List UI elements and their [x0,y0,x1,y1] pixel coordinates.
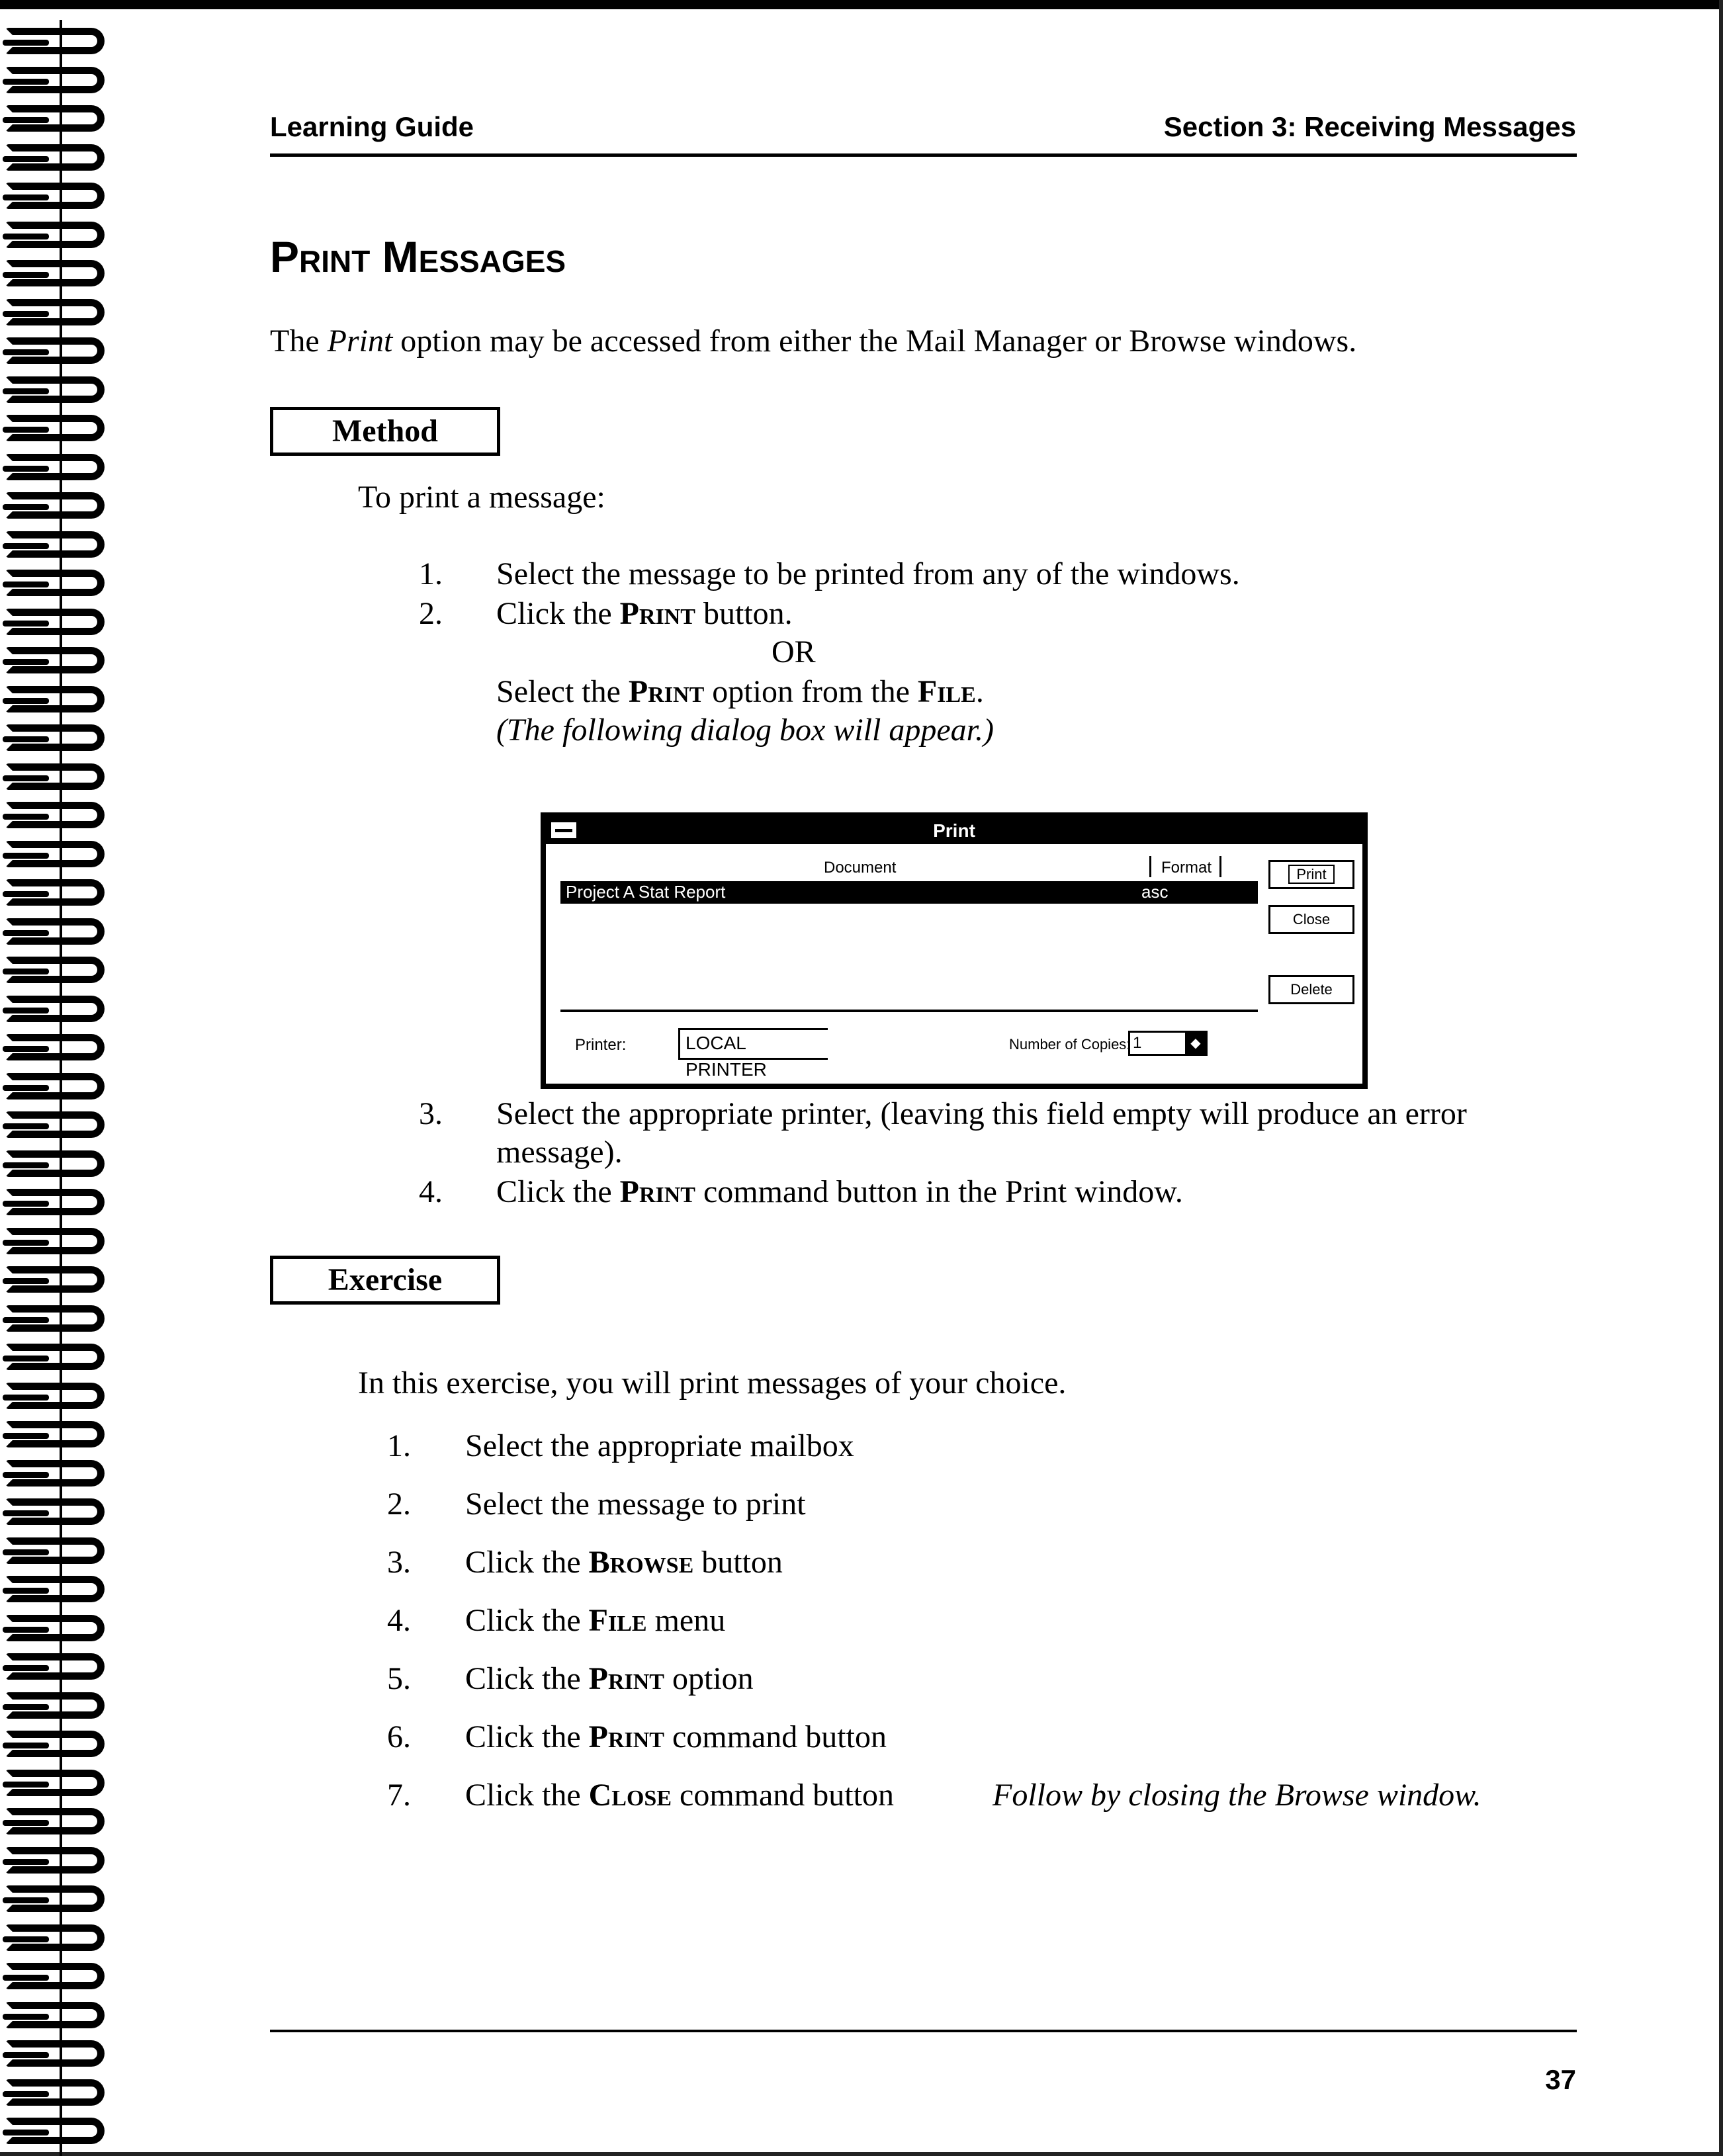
row-format: asc [1141,882,1169,902]
coil-tick [3,1936,49,1942]
intro-before: The [270,323,328,359]
binding-coil [0,1537,119,1567]
coil-tick [3,736,49,742]
dialog-title: Print [933,820,975,841]
header-right: Section 3: Receiving Messages [1163,111,1576,142]
binding-coil [0,1924,119,1954]
binding-coil [0,570,119,599]
copies-label: Number of Copies: [1009,1036,1131,1053]
binding-coil [0,1383,119,1412]
binding-coil [0,1034,119,1063]
coil-tick [3,466,49,472]
exercise-step-text [465,1777,894,1813]
binding-coil [0,1576,119,1605]
binding-coil [0,1111,119,1141]
binding-coil [0,1305,119,1334]
copies-input[interactable]: 1 [1128,1031,1208,1056]
exercise-step-before: Select the appropriate mailbox [465,1428,854,1463]
coil-tick [3,1588,49,1594]
coil-tick [3,1201,49,1207]
method-step-3-number: 3. [419,1096,443,1131]
intro-after: option may be accessed from either the Mail Manager or Browse windows. [392,323,1357,359]
intro-paragraph [270,323,1356,359]
binding-coil [0,1653,119,1682]
binding-coil [0,415,119,444]
exercise-step-number: 7. [387,1778,411,1813]
binding-coil [0,1344,119,1373]
exercise-step-number: 6. [387,1719,411,1754]
method-step-2-keyword: Print [619,596,695,631]
coil-tick [3,1240,49,1246]
exercise-step-after: command button [672,1778,894,1813]
page-number: 37 [1545,2064,1576,2095]
binding-coil [0,609,119,638]
method-alt-keyword-2: File [917,674,976,709]
coil-tick [3,659,49,665]
exercise-step-keyword: Print [588,1719,664,1754]
coil-tick [3,1085,49,1091]
method-heading: Method [270,407,500,456]
coil-tick [3,1897,49,1903]
spin-arrows-icon[interactable]: ◆ [1185,1032,1206,1055]
page-top-edge [0,0,1723,9]
binding-coil [0,1770,119,1799]
binding-coil [0,2002,119,2031]
coil-tick [3,79,49,85]
binding-coil [0,1731,119,1760]
exercise-step-keyword: Browse [588,1545,694,1580]
binding-coil [0,802,119,831]
coil-tick [3,1046,49,1052]
exercise-step-text [465,1602,725,1639]
exercise-heading: Exercise [270,1256,500,1305]
exercise-step-before: Click the [465,1661,589,1696]
page-right-edge [1719,0,1723,2156]
method-step-1-number: 1. [419,556,443,591]
coil-tick [3,775,49,781]
header-left: Learning Guide [270,111,474,142]
document-list-row-selected[interactable] [560,881,1258,904]
print-button[interactable] [1268,860,1354,889]
exercise-step-keyword: Print [588,1661,664,1696]
coil-tick [3,1549,49,1555]
coil-tick [3,1510,49,1516]
method-dialog-note: (The following dialog box will appear.) [496,712,994,748]
exercise-step-text [465,1428,854,1464]
exercise-step-after: menu [646,1603,726,1638]
binding-coil [0,763,119,793]
binding-coil [0,1073,119,1102]
intro-emphasis: Print [327,323,393,359]
print-dialog [541,812,1368,1089]
exercise-step-number: 5. [387,1661,411,1696]
coil-tick [3,1433,49,1439]
method-step-2-text [496,595,793,632]
dialog-titlebar [546,818,1362,844]
binding-coil [0,105,119,134]
coil-tick [3,1472,49,1478]
exercise-step-text [465,1544,783,1580]
binding-coil [0,183,119,212]
coil-tick [3,2014,49,2020]
binding-coil [0,1963,119,1992]
printer-input[interactable]: LOCAL PRINTER [678,1028,828,1060]
method-step-1-text: Select the message to be printed from any of the windows. [496,556,1240,591]
binding-coil [0,1498,119,1528]
coil-tick [3,1627,49,1633]
binding-coil [0,28,119,57]
coil-tick [3,1782,49,1788]
method-alt-after: . [975,674,984,709]
coil-tick [3,1356,49,1361]
list-bottom-rule [560,1010,1258,1012]
page-bottom-edge [0,2152,1723,2156]
exercise-step-text [465,1486,806,1522]
coil-tick [3,891,49,897]
coil-tick [3,543,49,549]
method-step-2-number: 2. [419,596,443,631]
method-step-3-line-2: message). [496,1135,623,1170]
method-step-4-number: 4. [419,1174,443,1209]
binding-coil [0,996,119,1025]
coil-tick [3,1743,49,1748]
coil-tick [3,117,49,123]
binding-coil [0,260,119,289]
binding-coil [0,222,119,251]
binding-coil [0,337,119,367]
coil-tick [3,2052,49,2058]
binding-coil [0,1847,119,1876]
binding-coil [0,376,119,406]
exercise-step-number: 2. [387,1487,411,1522]
coil-tick [3,156,49,162]
binding-coil [0,1421,119,1450]
binding-coil [0,1885,119,1915]
binding-coil [0,686,119,715]
method-step-3-line-1: Select the appropriate printer, (leaving this field empty will produce an error [496,1096,1467,1131]
coil-tick [3,1162,49,1168]
column-separator [1219,856,1221,877]
exercise-step-keyword: File [588,1603,647,1638]
binding-coil [0,1228,119,1257]
coil-tick [3,40,49,46]
binding-coil [0,144,119,173]
header-rule [270,153,1577,157]
coil-tick [3,853,49,859]
coil-tick [3,1665,49,1671]
method-alt-keyword: Print [628,674,705,709]
column-separator [1149,856,1151,877]
binding-coil [0,299,119,328]
binding-coil [0,1808,119,1837]
binding-coil [0,2079,119,2108]
method-step-2-after: button. [695,596,793,631]
binding-coil [0,67,119,96]
coil-tick [3,1317,49,1323]
coil-tick [3,2130,49,2135]
column-header-format[interactable]: Format [1161,859,1212,877]
exercise-step-keyword: Close [588,1778,672,1813]
exercise-step-text [465,1719,887,1755]
exercise-note: Follow by closing the Browse window. [993,1778,1481,1813]
method-alt-text [496,673,984,710]
coil-tick [3,1008,49,1013]
exercise-step-before: Click the [465,1603,589,1638]
method-step-4-before: Click the [496,1174,620,1209]
method-alt-before: Select the [496,674,629,709]
binding-coil [0,724,119,754]
coil-tick [3,698,49,704]
binding-coil [0,1266,119,1295]
coil-tick [3,272,49,278]
coil-tick [3,1859,49,1865]
coil-tick [3,1704,49,1710]
coil-tick [3,814,49,820]
method-step-2-before: Click the [496,596,620,631]
coil-tick [3,1395,49,1401]
coil-tick [3,969,49,974]
spiral-binding [0,20,132,2156]
binding-coil [0,531,119,560]
binding-coil [0,1150,119,1180]
exercise-step-after: command button [664,1719,887,1754]
method-lead: To print a message: [358,480,605,515]
page-title: Print Messages [270,232,566,281]
exercise-lead: In this exercise, you will print messages of your choice. [358,1365,1067,1401]
binding-coil [0,1460,119,1489]
coil-tick [3,388,49,394]
exercise-step-after: button [693,1545,783,1580]
method-step-4-text [496,1174,1183,1210]
method-or: OR [772,634,816,669]
column-header-document[interactable]: Document [824,859,897,877]
coil-tick [3,194,49,200]
binding-coil [0,492,119,521]
exercise-step-before: Click the [465,1778,589,1813]
exercise-step-number: 1. [387,1428,411,1463]
method-step-4-after: command button in the Print window. [695,1174,1183,1209]
coil-tick [3,621,49,626]
method-step-4-keyword: Print [619,1174,695,1209]
exercise-step-after: option [664,1661,754,1696]
binding-coil [0,841,119,870]
binding-coil [0,1615,119,1644]
footer-rule [270,2030,1577,2032]
binding-coil [0,2118,119,2147]
binding-coil [0,1189,119,1218]
exercise-step-before: Select the message to print [465,1487,806,1522]
binding-coil [0,918,119,947]
coil-tick [3,1975,49,1981]
coil-tick [3,582,49,587]
binding-coil [0,454,119,483]
coil-tick [3,504,49,510]
binding-coil [0,879,119,908]
row-document-name: Project A Stat Report [566,882,726,902]
coil-tick [3,2091,49,2097]
coil-tick [3,1820,49,1826]
coil-tick [3,1278,49,1284]
printer-label: Printer: [575,1036,627,1054]
exercise-step-number: 4. [387,1603,411,1638]
binding-coil [0,2040,119,2069]
exercise-step-before: Click the [465,1545,589,1580]
coil-tick [3,311,49,317]
binding-coil [0,647,119,676]
coil-tick [3,930,49,936]
print-button-label: Print [1288,865,1334,884]
coil-tick [3,1123,49,1129]
coil-tick [3,234,49,239]
exercise-step-number: 3. [387,1545,411,1580]
exercise-step-text [465,1660,754,1697]
binding-coil [0,1692,119,1721]
method-alt-mid: option from the [704,674,918,709]
binding-coil [0,957,119,986]
delete-button[interactable]: Delete [1268,975,1354,1004]
exercise-step-before: Click the [465,1719,589,1754]
close-button[interactable]: Close [1268,905,1354,934]
coil-tick [3,427,49,433]
coil-tick [3,349,49,355]
